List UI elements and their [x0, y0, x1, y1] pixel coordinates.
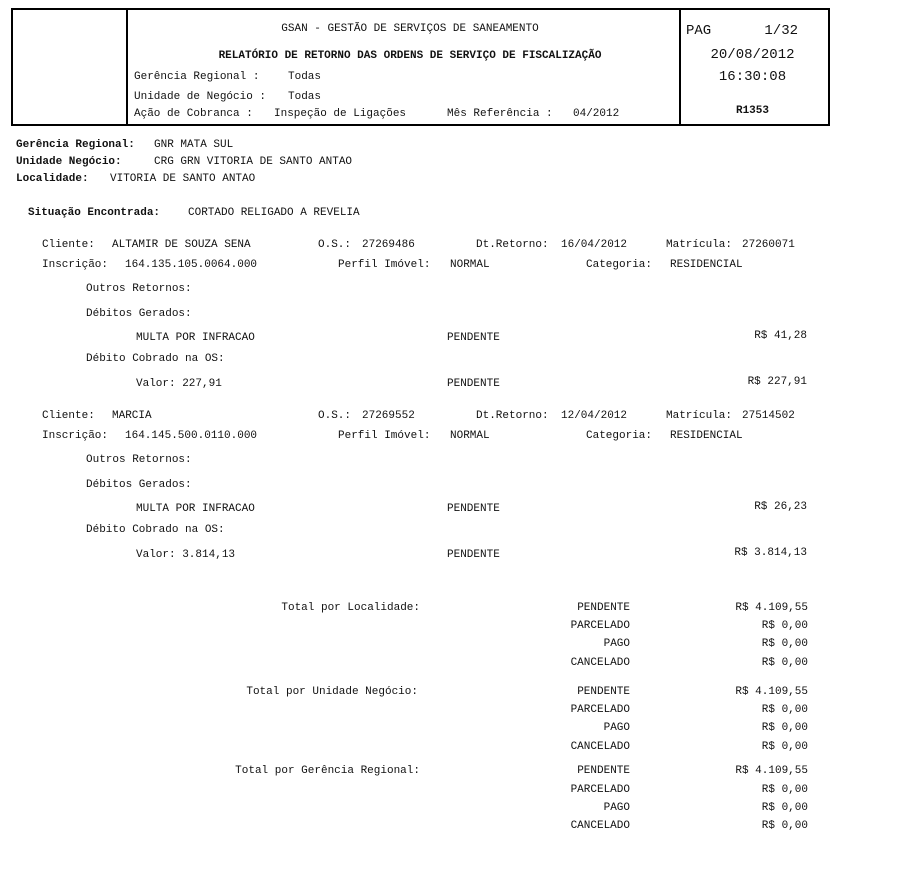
totals-value: R$ 0,00 [761, 802, 808, 814]
perfil-value: NORMAL [450, 430, 490, 442]
debitos-gerados-label: Débitos Gerados: [86, 308, 192, 320]
perfil-label: Perfil Imóvel: [338, 259, 431, 271]
cobrado-status: PENDENTE [447, 378, 500, 390]
debito-description: MULTA POR INFRACAO [136, 503, 255, 515]
report-code: R1353 [735, 105, 769, 117]
totals-status: PENDENTE [577, 765, 630, 777]
totals-value: R$ 0,00 [761, 657, 808, 669]
filter-mes-value: 04/2012 [573, 108, 620, 120]
filter-mes-label: Mês Referência : [447, 108, 553, 120]
report-title: RELATÓRIO DE RETORNO DAS ORDENS DE SERVIÇO DE FISCALIZAÇÃO [218, 50, 602, 62]
debito-cobrado-label: Débito Cobrado na OS: [86, 524, 225, 536]
totals-value: R$ 0,00 [761, 704, 808, 716]
dt-retorno-label: Dt.Retorno: [476, 410, 549, 422]
totals-status: PAGO [603, 722, 630, 734]
filter-unidade-value: Todas [288, 91, 322, 103]
gerencia-regional-label: Gerência Regional: [16, 139, 135, 151]
cobrado-description: Valor: 3.814,13 [136, 549, 236, 561]
cliente-value: ALTAMIR DE SOUZA SENA [112, 239, 251, 251]
report-time: 16:30:08 [718, 69, 787, 85]
totals-status: PENDENTE [577, 602, 630, 614]
filter-acao-value: Inspeção de Ligações [274, 108, 407, 120]
system-title: GSAN - GESTÃO DE SERVIÇOS DE SANEAMENTO [281, 23, 539, 35]
inscricao-label: Inscrição: [42, 430, 109, 442]
totals-status: PARCELADO [570, 620, 630, 632]
totals-value: R$ 0,00 [761, 722, 808, 734]
totals-status: PARCELADO [570, 704, 630, 716]
localidade-value: VITORIA DE SANTO ANTAO [110, 173, 256, 185]
situacao-label: Situação Encontrada: [28, 207, 161, 219]
categoria-label: Categoria: [586, 259, 653, 271]
totals-value: R$ 0,00 [761, 784, 808, 796]
os-value: 27269552 [362, 410, 415, 422]
totals-status: CANCELADO [570, 820, 630, 832]
totals-status: CANCELADO [570, 741, 630, 753]
debito-description: MULTA POR INFRACAO [136, 332, 255, 344]
debito-value: R$ 41,28 [754, 330, 807, 342]
cliente-label: Cliente: [42, 239, 95, 251]
totals-status: CANCELADO [570, 657, 630, 669]
inscricao-value: 164.135.105.0064.000 [125, 259, 258, 271]
unidade-negocio-value: CRG GRN VITORIA DE SANTO ANTAO [154, 156, 353, 168]
outros-retornos-label: Outros Retornos: [86, 283, 192, 295]
debito-status: PENDENTE [447, 503, 500, 515]
page-number: 1/32 [764, 23, 798, 39]
totals-value: R$ 0,00 [761, 620, 808, 632]
filter-gerencia-label: Gerência Regional : [134, 71, 260, 83]
totals-value: R$ 0,00 [761, 638, 808, 650]
gerencia-regional-value: GNR MATA SUL [154, 139, 234, 151]
totals-status: PAGO [603, 638, 630, 650]
categoria-value: RESIDENCIAL [670, 430, 743, 442]
totals-value: R$ 4.109,55 [735, 686, 808, 698]
situacao-value: CORTADO RELIGADO A REVELIA [188, 207, 360, 219]
debito-status: PENDENTE [447, 332, 500, 344]
matricula-label: Matrícula: [666, 410, 733, 422]
perfil-label: Perfil Imóvel: [338, 430, 431, 442]
totals-label: Total por Gerência Regional: [235, 765, 420, 777]
totals-value: R$ 0,00 [761, 820, 808, 832]
cobrado-value: R$ 3.814,13 [734, 547, 807, 559]
inscricao-value: 164.145.500.0110.000 [125, 430, 258, 442]
os-value: 27269486 [362, 239, 415, 251]
os-label: O.S.: [318, 410, 352, 422]
totals-status: PARCELADO [570, 784, 630, 796]
dt-retorno-value: 12/04/2012 [561, 410, 628, 422]
filter-unidade-label: Unidade de Negócio : [134, 91, 267, 103]
matricula-label: Matrícula: [666, 239, 733, 251]
filter-gerencia-value: Todas [288, 71, 322, 83]
inscricao-label: Inscrição: [42, 259, 109, 271]
totals-value: R$ 4.109,55 [735, 602, 808, 614]
cobrado-status: PENDENTE [447, 549, 500, 561]
matricula-value: 27514502 [742, 410, 795, 422]
localidade-label: Localidade: [16, 173, 89, 185]
totals-value: R$ 0,00 [761, 741, 808, 753]
matricula-value: 27260071 [742, 239, 795, 251]
debitos-gerados-label: Débitos Gerados: [86, 479, 192, 491]
cobrado-description: Valor: 227,91 [136, 378, 222, 390]
dt-retorno-label: Dt.Retorno: [476, 239, 549, 251]
categoria-value: RESIDENCIAL [670, 259, 743, 271]
debito-cobrado-label: Débito Cobrado na OS: [86, 353, 225, 365]
totals-label: Total por Unidade Negócio: [246, 686, 418, 698]
report-date: 20/08/2012 [710, 47, 795, 63]
os-label: O.S.: [318, 239, 352, 251]
header-divider-left [126, 10, 128, 124]
dt-retorno-value: 16/04/2012 [561, 239, 628, 251]
filter-acao-label: Ação de Cobranca : [134, 108, 253, 120]
totals-status: PENDENTE [577, 686, 630, 698]
totals-value: R$ 4.109,55 [735, 765, 808, 777]
cliente-value: MARCIA [112, 410, 152, 422]
cobrado-value: R$ 227,91 [747, 376, 807, 388]
cliente-label: Cliente: [42, 410, 95, 422]
categoria-label: Categoria: [586, 430, 653, 442]
debito-value: R$ 26,23 [754, 501, 807, 513]
page-label: PAG [686, 23, 712, 39]
unidade-negocio-label: Unidade Negócio: [16, 156, 122, 168]
totals-status: PAGO [603, 802, 630, 814]
outros-retornos-label: Outros Retornos: [86, 454, 192, 466]
totals-label: Total por Localidade: [281, 602, 420, 614]
perfil-value: NORMAL [450, 259, 490, 271]
